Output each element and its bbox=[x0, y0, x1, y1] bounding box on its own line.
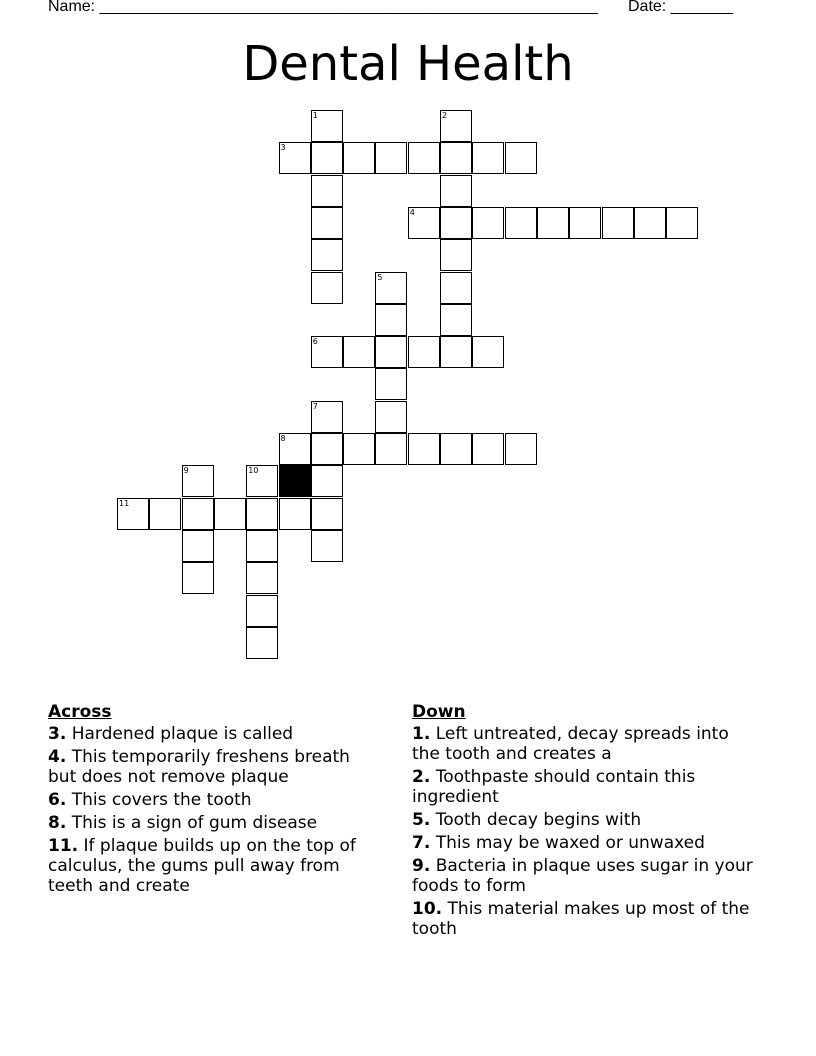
grid-cell[interactable] bbox=[246, 530, 278, 562]
grid-cell[interactable] bbox=[246, 465, 278, 497]
clue-text: Toothpaste should contain this ingredient bbox=[412, 767, 696, 807]
clue-text: This may be waxed or unwaxed bbox=[430, 833, 705, 853]
clue-number: 11 bbox=[119, 498, 130, 508]
grid-cell[interactable] bbox=[634, 207, 666, 239]
grid-cell[interactable] bbox=[537, 207, 569, 239]
clue-number: 6 bbox=[312, 337, 318, 347]
clue-number: 3 bbox=[280, 143, 286, 153]
grid-cell[interactable] bbox=[343, 336, 375, 368]
clue-number: 4. bbox=[48, 747, 67, 767]
clue-number: 3. bbox=[48, 724, 67, 744]
clue-number: 2 bbox=[442, 111, 448, 120]
grid-cell[interactable] bbox=[279, 433, 311, 465]
grid-cell[interactable] bbox=[375, 272, 407, 304]
clue-number: 9 bbox=[183, 466, 189, 476]
grid-cell[interactable] bbox=[440, 433, 472, 465]
clue-number: 9. bbox=[412, 856, 431, 876]
grid-cell[interactable] bbox=[246, 595, 278, 627]
grid-cell[interactable] bbox=[472, 336, 504, 368]
clue-number: 8. bbox=[48, 813, 67, 833]
across-clue bbox=[48, 813, 383, 833]
clue-text: Bacteria in plaque uses sugar in your foods to form bbox=[412, 856, 753, 896]
clue-number: 10 bbox=[248, 466, 259, 476]
grid-cell[interactable] bbox=[182, 498, 214, 530]
clue-text: Tooth decay begins with bbox=[430, 810, 642, 830]
grid-cell[interactable] bbox=[117, 498, 149, 530]
down-clues bbox=[412, 702, 762, 942]
grid-cell[interactable] bbox=[246, 562, 278, 594]
grid-cell[interactable] bbox=[440, 272, 472, 304]
clue-text: If plaque builds up on the top of calculus, the gums pull away from teeth and create bbox=[48, 836, 356, 896]
grid-cell[interactable] bbox=[375, 433, 407, 465]
name-field[interactable]: Name: ________________________________________________________ bbox=[48, 0, 598, 15]
grid-cell[interactable] bbox=[311, 110, 343, 142]
grid-cell[interactable] bbox=[375, 336, 407, 368]
grid-cell[interactable] bbox=[182, 562, 214, 594]
down-clue bbox=[412, 810, 762, 830]
grid-cell[interactable] bbox=[311, 272, 343, 304]
grid-cell[interactable] bbox=[408, 142, 440, 174]
clue-text: Hardened plaque is called bbox=[66, 724, 294, 744]
clue-number: 1 bbox=[312, 111, 318, 120]
across-clue bbox=[48, 790, 383, 810]
grid-cell[interactable] bbox=[440, 304, 472, 336]
across-clue bbox=[48, 747, 383, 787]
down-clue bbox=[412, 767, 762, 807]
down-clue bbox=[412, 833, 762, 853]
grid-cell[interactable] bbox=[311, 498, 343, 530]
across-heading: Across bbox=[48, 702, 112, 722]
clue-number: 4 bbox=[409, 207, 415, 217]
grid-cell[interactable] bbox=[311, 465, 343, 497]
grid-cell[interactable] bbox=[440, 110, 472, 142]
grid-cell[interactable] bbox=[343, 142, 375, 174]
clue-number: 7. bbox=[412, 833, 431, 853]
clue-number: 8 bbox=[280, 434, 286, 443]
grid-cell[interactable] bbox=[408, 336, 440, 368]
grid-cell[interactable] bbox=[182, 465, 214, 497]
grid-cell[interactable] bbox=[311, 530, 343, 562]
down-clue bbox=[412, 724, 762, 764]
grid-cell[interactable] bbox=[472, 142, 504, 174]
grid-cell[interactable] bbox=[311, 175, 343, 207]
grid-cell[interactable] bbox=[440, 336, 472, 368]
grid-cell[interactable] bbox=[440, 175, 472, 207]
grid-cell[interactable] bbox=[408, 433, 440, 465]
clue-text: This temporarily freshens breath but does not remove plaque bbox=[48, 747, 350, 787]
grid-cell[interactable] bbox=[375, 304, 407, 336]
grid-cell[interactable] bbox=[311, 433, 343, 465]
grid-cell[interactable] bbox=[182, 530, 214, 562]
clue-number: 5 bbox=[377, 272, 383, 282]
across-clue bbox=[48, 724, 383, 744]
down-heading: Down bbox=[412, 702, 466, 722]
clue-text: Left untreated, decay spreads into the tooth and creates a bbox=[412, 724, 729, 764]
date-field[interactable]: Date: _______ bbox=[628, 0, 733, 15]
clue-text: This material makes up most of the tooth bbox=[412, 899, 750, 939]
grid-cell[interactable] bbox=[472, 433, 504, 465]
grid-cell[interactable] bbox=[440, 142, 472, 174]
clue-number: 1. bbox=[412, 724, 431, 744]
clue-number: 6. bbox=[48, 790, 67, 810]
grid-cell[interactable] bbox=[440, 239, 472, 271]
grid-cell[interactable] bbox=[149, 498, 181, 530]
grid-cell[interactable] bbox=[311, 336, 343, 368]
grid-cell[interactable] bbox=[311, 401, 343, 433]
grid-cell[interactable] bbox=[375, 142, 407, 174]
grid-cell[interactable] bbox=[343, 433, 375, 465]
page-title: Dental Health bbox=[242, 36, 574, 92]
clue-number: 7 bbox=[312, 401, 318, 411]
clue-number: 11. bbox=[48, 836, 79, 856]
grid-cell[interactable] bbox=[311, 239, 343, 271]
grid-cell[interactable] bbox=[440, 207, 472, 239]
grid-cell[interactable] bbox=[311, 142, 343, 174]
across-clues bbox=[48, 702, 383, 899]
grid-cell[interactable] bbox=[408, 207, 440, 239]
grid-cell[interactable] bbox=[279, 498, 311, 530]
grid-cell[interactable] bbox=[666, 207, 698, 239]
grid-cell[interactable] bbox=[246, 498, 278, 530]
clue-number: 5. bbox=[412, 810, 431, 830]
across-clue bbox=[48, 836, 383, 896]
black-square bbox=[279, 465, 311, 497]
grid-cell[interactable] bbox=[602, 207, 634, 239]
grid-cell[interactable] bbox=[472, 207, 504, 239]
clue-text: This covers the tooth bbox=[66, 790, 252, 810]
grid-cell[interactable] bbox=[279, 142, 311, 174]
grid-cell[interactable] bbox=[311, 207, 343, 239]
grid-cell[interactable] bbox=[214, 498, 246, 530]
down-clue bbox=[412, 856, 762, 896]
down-clue bbox=[412, 899, 762, 939]
grid-cell[interactable] bbox=[505, 207, 537, 239]
clue-number: 10. bbox=[412, 899, 443, 919]
grid-cell[interactable] bbox=[505, 142, 537, 174]
grid-cell[interactable] bbox=[375, 368, 407, 400]
grid-cell[interactable] bbox=[505, 433, 537, 465]
grid-cell[interactable] bbox=[246, 627, 278, 659]
grid-cell[interactable] bbox=[375, 401, 407, 433]
grid-cell[interactable] bbox=[569, 207, 601, 239]
clue-text: This is a sign of gum disease bbox=[66, 813, 318, 833]
clue-number: 2. bbox=[412, 767, 431, 787]
